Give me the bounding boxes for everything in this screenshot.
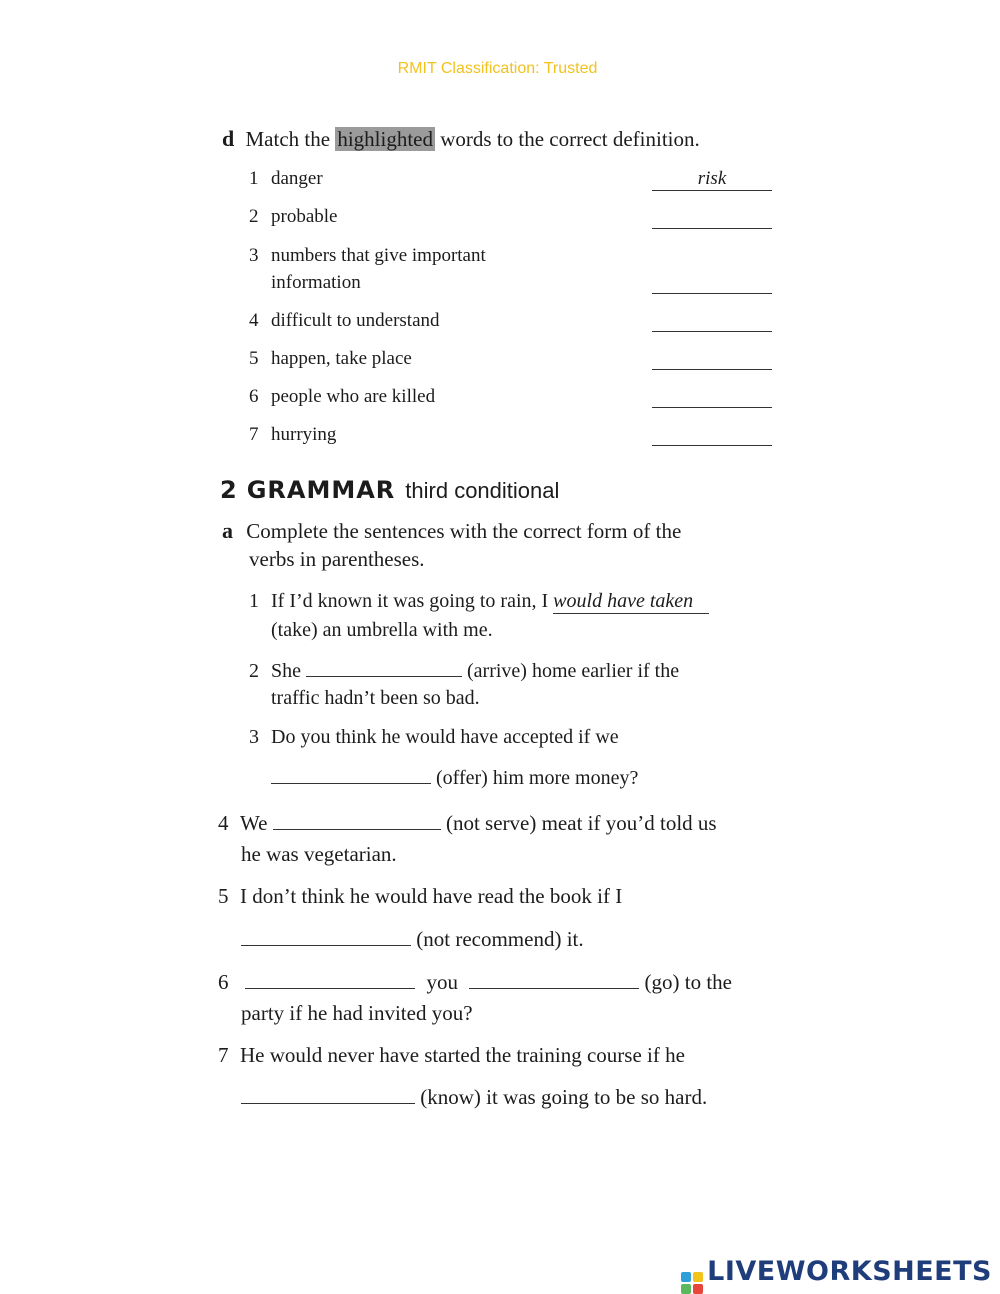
sentence-item xyxy=(218,1043,685,1068)
section-letter: a xyxy=(222,518,233,543)
sentence-continued: party if he had invited you? xyxy=(241,1001,473,1025)
section-letter: d xyxy=(222,126,235,151)
item-number: 1 xyxy=(249,168,259,189)
answer-field[interactable] xyxy=(652,347,772,370)
item-text: hurrying xyxy=(271,424,337,445)
answer-field[interactable] xyxy=(652,206,772,229)
definition-item xyxy=(249,168,323,190)
item-number: 7 xyxy=(249,424,259,445)
sentence-text: (arrive) home earlier if the xyxy=(467,660,680,682)
section-number: 2 xyxy=(220,476,237,504)
answer-field[interactable] xyxy=(306,658,462,677)
answer-value: risk xyxy=(697,168,727,189)
definition-item xyxy=(249,310,440,332)
definition-item xyxy=(249,206,337,228)
item-number: 5 xyxy=(249,348,259,369)
definition-item xyxy=(249,424,336,446)
answer-field[interactable] xyxy=(469,970,639,989)
instruction-text: words to the correct definition. xyxy=(440,127,700,151)
grammar-instruction xyxy=(222,518,681,544)
item-text-continued: information xyxy=(271,272,361,293)
item-text: difficult to understand xyxy=(271,310,440,331)
sentence-text: He would never have started the training course if he xyxy=(240,1043,685,1067)
item-number: 5 xyxy=(218,884,229,908)
item-text: danger xyxy=(271,168,323,189)
sentence-text: (offer) him more money? xyxy=(436,767,639,789)
sentence-continued xyxy=(241,927,584,952)
answer-field[interactable] xyxy=(652,385,772,408)
sentence-continued: traffic hadn’t been so bad. xyxy=(271,687,480,709)
definition-item xyxy=(249,386,435,408)
liveworksheets-logo[interactable] xyxy=(681,1256,992,1294)
item-text: probable xyxy=(271,206,338,227)
sentence-item xyxy=(218,970,732,995)
answer-field[interactable] xyxy=(273,811,441,830)
sentence-text: (not recommend) it. xyxy=(416,927,584,951)
sentence-continued xyxy=(271,765,638,790)
answer-field[interactable]: would have taken xyxy=(553,590,709,614)
instruction-text: Match the xyxy=(245,127,331,151)
definition-item xyxy=(249,245,486,267)
answer-field[interactable] xyxy=(652,271,772,294)
sentence-text: (not serve) meat if you’d told us xyxy=(445,811,717,835)
sentence-item xyxy=(249,726,619,749)
definition-item xyxy=(249,348,412,370)
item-number: 2 xyxy=(249,206,259,227)
item-number: 6 xyxy=(249,386,259,407)
answer-field[interactable] xyxy=(652,423,772,446)
item-number: 1 xyxy=(249,590,259,612)
section-d-instruction xyxy=(222,126,700,152)
sentence-item xyxy=(218,884,622,909)
item-text: happen, take place xyxy=(271,348,412,369)
sentence-text: Do you think he would have accepted if we xyxy=(271,726,619,748)
item-number: 7 xyxy=(218,1043,229,1067)
item-number: 2 xyxy=(249,660,259,682)
classification-label: RMIT Classification: Trusted xyxy=(397,60,598,77)
sentence-text: you xyxy=(426,970,458,994)
instruction-text: Complete the sentences with the correct form of the xyxy=(246,519,682,543)
sentence-text: (know) it was going to be so hard. xyxy=(420,1085,708,1109)
sentence-text: She xyxy=(271,660,301,682)
sentence-item xyxy=(218,811,717,836)
sentence-text: I don’t think he would have read the book if I xyxy=(240,884,623,908)
section-subtitle: third conditional xyxy=(405,478,560,503)
instruction-text-continued: verbs in parentheses. xyxy=(249,547,425,571)
sentence-continued: he was vegetarian. xyxy=(241,842,397,866)
sentence-text: We xyxy=(240,811,268,835)
answer-field[interactable] xyxy=(652,309,772,332)
item-number: 3 xyxy=(249,245,259,266)
sentence-continued: (take) an umbrella with me. xyxy=(271,619,493,641)
item-text: people who are killed xyxy=(271,386,436,407)
item-number: 4 xyxy=(218,811,229,835)
item-number: 4 xyxy=(249,310,259,331)
sentence-item xyxy=(249,658,679,683)
sentence-item xyxy=(249,590,709,614)
answer-field[interactable] xyxy=(271,765,431,784)
sentence-text: If I’d known it was going to rain, I xyxy=(271,590,549,612)
answer-field[interactable] xyxy=(241,1085,415,1104)
sentence-continued xyxy=(241,1085,707,1110)
item-number: 6 xyxy=(218,970,229,994)
highlight-word: highlighted xyxy=(337,127,433,151)
item-text: numbers that give important xyxy=(271,245,486,266)
sentence-text: (go) to the xyxy=(644,970,732,994)
answer-field[interactable] xyxy=(245,970,415,989)
logo-text: LIVEWORKSHEETS xyxy=(707,1256,992,1287)
answer-field[interactable] xyxy=(241,927,411,946)
section-title: GRAMMAR xyxy=(246,476,396,504)
grammar-heading xyxy=(220,476,559,504)
item-number: 3 xyxy=(249,726,259,748)
